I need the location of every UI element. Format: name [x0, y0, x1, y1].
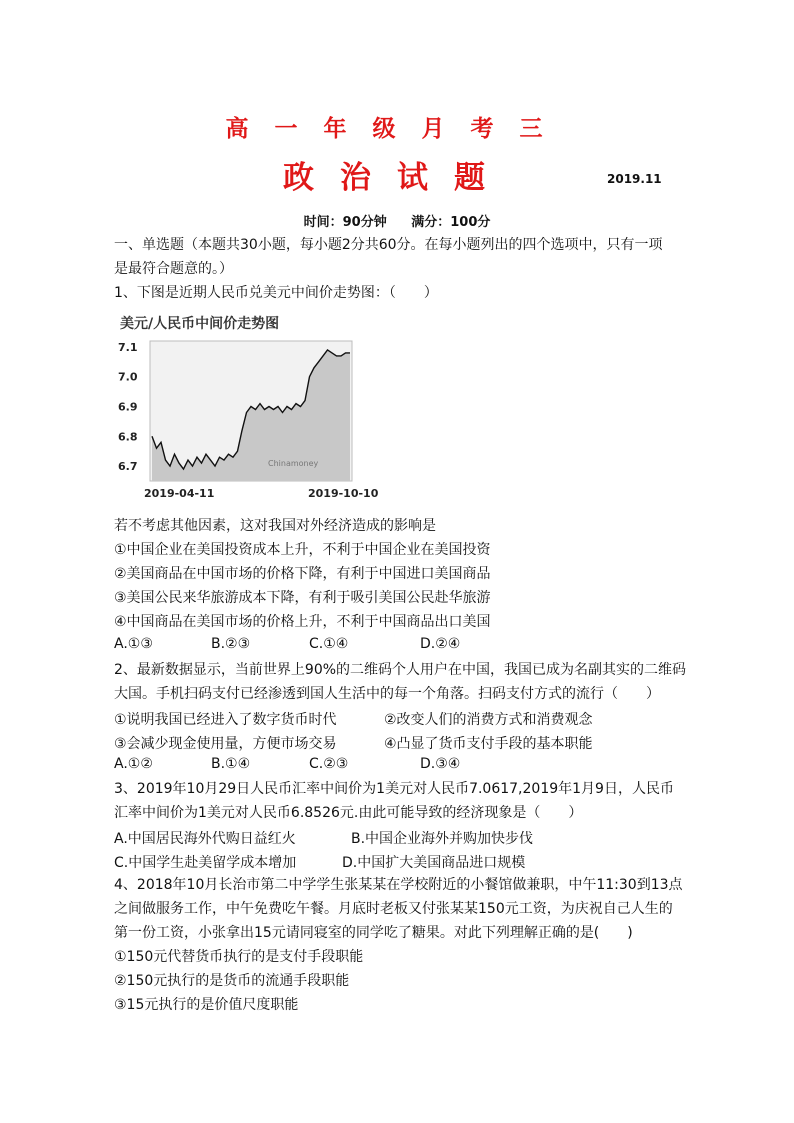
q2-option-d: D.③④	[420, 756, 461, 772]
q1-option-b: B.②③	[211, 636, 251, 652]
q2-statement-4: ④凸显了货币支付手段的基本职能	[384, 736, 593, 752]
q1-stem: 1、下图是近期人民币兑美元中间价走势图：（ ）	[114, 285, 438, 301]
q1-option-c: C.①④	[309, 636, 349, 652]
q2-stem-2: 大国。手机扫码支付已经渗透到国人生活中的每一个角落。扫码支付方式的流行（ ）	[114, 686, 660, 702]
chart-watermark: Chinamoney	[268, 459, 319, 468]
q3-option-b: B.中国企业海外并购加快步伐	[351, 831, 534, 847]
q2-stem-1: 2、最新数据显示，当前世界上90%的二维码个人用户在中国，我国已成为名副其实的二维码	[114, 662, 687, 678]
q4-stem-2: 之间做服务工作，中午免费吃午餐。月底时老板又付张某某150元工资，为庆祝自己人生的	[114, 901, 673, 917]
exam-score: 满分：100分	[411, 215, 491, 230]
section-heading-cont: 是最符合题意的。）	[114, 261, 233, 277]
y-tick-label: 6.9	[118, 400, 138, 414]
y-tick-label: 6.7	[118, 460, 138, 474]
exam-date: 2019.11	[607, 172, 662, 186]
q4-statement-2: ②150元执行的是货币的流通手段职能	[114, 973, 350, 989]
q4-statement-1: ①150元代替货币执行的是支付手段职能	[114, 949, 364, 965]
q3-option-c: C.中国学生赴美留学成本增加	[114, 855, 297, 871]
section-heading: 一、单选题（本题共30小题，每小题2分共60分。在每小题列出的四个选项中，只有一项	[114, 237, 663, 253]
exchange-rate-chart	[110, 306, 410, 506]
q3-stem-1: 3、2019年10月29日人民币汇率中间价为1美元对人民币7.0617,2019年1月9日，人民币	[114, 781, 674, 797]
q3-option-d: D.中国扩大美国商品进口规模	[342, 855, 526, 871]
q2-statement-1: ①说明我国已经进入了数字货币时代	[114, 712, 337, 728]
exam-time: 时间：90分钟	[303, 215, 387, 230]
q1-option-d: D.②④	[420, 636, 461, 652]
chart-title: 美元/人民币中间价走势图	[120, 316, 280, 332]
q2-option-a: A.①②	[114, 756, 153, 772]
title-line-2: 政治试题	[283, 160, 511, 196]
q1-statement-1: ①中国企业在美国投资成本上升，不利于中国企业在美国投资	[114, 542, 491, 558]
q1-lead: 若不考虑其他因素，这对我国对外经济造成的影响是	[114, 518, 436, 534]
q2-option-b: B.①④	[211, 756, 251, 772]
q4-stem-1: 4、2018年10月长治市第二中学学生张某某在学校附近的小餐馆做兼职，中午11:30到13点	[114, 877, 683, 893]
y-tick-label: 7.1	[118, 340, 138, 354]
x-label-end: 2019-10-10	[308, 487, 379, 500]
title-line-1: 高一年级月考三	[225, 115, 569, 142]
q2-statement-3: ③会减少现金使用量，方便市场交易	[114, 736, 337, 752]
q1-statement-4: ④中国商品在美国市场的价格上升，不利于中国商品出口美国	[114, 614, 491, 630]
q2-option-c: C.②③	[309, 756, 349, 772]
q1-option-a: A.①③	[114, 636, 153, 652]
q1-statement-2: ②美国商品在中国市场的价格下降，有利于中国进口美国商品	[114, 566, 491, 582]
q4-statement-3: ③15元执行的是价值尺度职能	[114, 997, 299, 1013]
y-tick-label: 7.0	[118, 370, 138, 384]
q3-option-a: A.中国居民海外代购日益红火	[114, 831, 296, 847]
x-label-start: 2019-04-11	[144, 487, 215, 500]
q4-stem-3: 第一份工资，小张拿出15元请同寝室的同学吃了糖果。对此下列理解正确的是( )	[114, 925, 633, 941]
q2-statement-2: ②改变人们的消费方式和消费观念	[384, 712, 593, 728]
q1-statement-3: ③美国公民来华旅游成本下降，有利于吸引美国公民赴华旅游	[114, 590, 491, 606]
exam-meta	[0, 211, 794, 230]
y-tick-label: 6.8	[118, 430, 138, 444]
q3-stem-2: 汇率中间价为1美元对人民币6.8526元.由此可能导致的经济现象是（ ）	[114, 805, 583, 821]
